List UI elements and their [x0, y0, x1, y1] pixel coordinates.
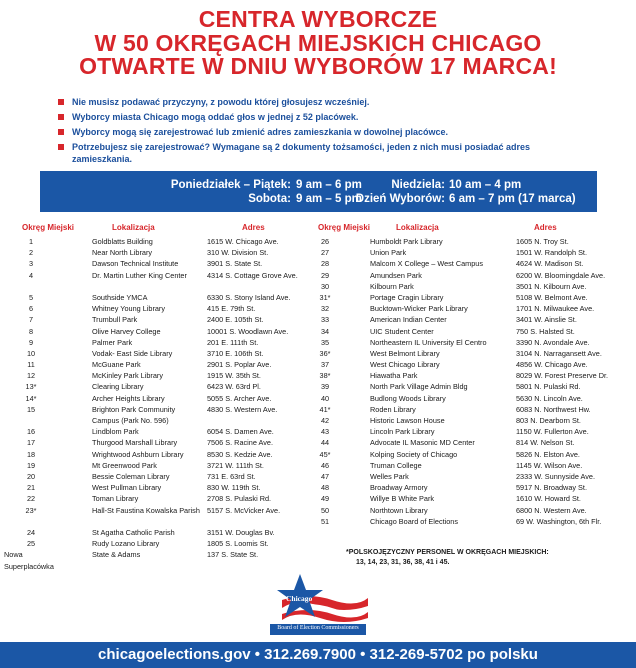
- row-address: 3401 W. Ainslie St.: [516, 315, 577, 325]
- note-line-1: *POLSKOJĘZYCZNY PERSONEL W OKRĘGACH MIEJSKICH:: [346, 549, 549, 556]
- table-row: [16, 292, 316, 303]
- row-location: Dawson Technical Institute: [92, 259, 179, 269]
- row-address: 6423 W. 63rd Pl.: [207, 382, 261, 392]
- row-location: Humboldt Park Library: [370, 237, 443, 246]
- table-row: [316, 314, 626, 325]
- row-ward: 7: [28, 315, 34, 325]
- row-address: 6200 W. Bloomingdale Ave.: [516, 270, 606, 280]
- row-address: 310 W. Division St.: [207, 248, 269, 258]
- row-location: Brighton Park Community Campus (Park No. 596): [92, 404, 176, 426]
- row-location: Malcom X College – West Campus: [370, 259, 484, 269]
- row-ward: 39: [320, 382, 330, 392]
- table-row: [316, 281, 626, 292]
- table-row: [316, 381, 626, 392]
- table-row: [316, 505, 626, 516]
- table-row: [16, 247, 316, 258]
- table-row: [316, 303, 626, 314]
- row-ward: 10: [26, 348, 36, 358]
- row-address: 6330 S. Stony Island Ave.: [207, 292, 291, 302]
- row-address: 4856 W. Chicago Ave.: [516, 360, 588, 370]
- row-location: Roden Library: [370, 404, 416, 414]
- row-location: Willye B White Park: [370, 494, 435, 504]
- saturday-label: Sobota:: [248, 193, 291, 205]
- row-address: 415 E. 79th St.: [207, 304, 256, 314]
- row-location: Near North Library: [92, 248, 153, 258]
- row-address: 1615 W. Chicago Ave.: [207, 237, 279, 246]
- table-row: [316, 258, 626, 269]
- row-address: 3901 S. State St.: [207, 259, 263, 269]
- table-row: [316, 437, 626, 448]
- table-row: [316, 449, 626, 460]
- board-of-elections-logo: [268, 572, 368, 636]
- row-location: Union Park: [370, 248, 407, 258]
- table-header: [16, 222, 316, 236]
- row-ward: 15: [26, 404, 36, 414]
- bullet-item: Potrzebujesz się zarejestrować? Wymagane są 2 dokumenty tożsamości, jeden z nich musi posiadać adres zamieszkania.: [58, 141, 578, 165]
- row-address: 6800 N. Western Ave.: [516, 505, 587, 515]
- row-ward: 9: [28, 337, 34, 347]
- row-location: Chicago Board of Elections: [370, 516, 459, 526]
- table-row: [316, 370, 626, 381]
- row-location: Hiawatha Park: [370, 371, 418, 381]
- row-ward: 16: [26, 427, 36, 437]
- row-address: 8530 S. Kedzie Ave.: [207, 449, 273, 459]
- table-row: [16, 381, 316, 392]
- row-location: McGuane Park: [92, 360, 141, 370]
- row-address: 1915 W. 35th St.: [207, 371, 261, 381]
- row-location: Toman Library: [92, 494, 139, 504]
- row-ward: 21: [26, 483, 36, 493]
- row-ward: 35: [320, 337, 330, 347]
- row-address: 1605 N. Troy St.: [516, 237, 569, 246]
- row-ward: 14*: [25, 393, 37, 403]
- row-address: 201 E. 111th St.: [207, 337, 259, 347]
- row-location: Advocate IL Masonic MD Center: [370, 438, 475, 448]
- row-address: 6083 N. Northwest Hw.: [516, 404, 591, 414]
- row-ward: 32: [320, 304, 330, 314]
- row-address: 6054 S. Damen Ave.: [207, 427, 274, 437]
- row-location: State & Adams: [92, 550, 141, 560]
- table-row: [316, 516, 626, 527]
- row-location: West Chicago Library: [370, 360, 440, 370]
- row-address: 5826 N. Elston Ave.: [516, 449, 580, 459]
- row-location: Rudy Lozano Library: [92, 539, 160, 549]
- row-address: 5801 N. Pulaski Rd.: [516, 382, 581, 392]
- table-row: [16, 426, 316, 437]
- table-row: [316, 359, 626, 370]
- election-day-hours: 6 am – 7 pm (17 marca): [449, 193, 576, 205]
- row-location: Truman College: [370, 460, 422, 470]
- row-location: North Park Village Admin Bldg: [370, 382, 468, 392]
- row-ward: Nowa Superplacówka: [4, 550, 54, 571]
- row-location: Southside YMCA: [92, 292, 148, 302]
- row-address: 830 W. 119th St.: [207, 483, 261, 493]
- logo-org: Board of Election Commissioners: [277, 625, 359, 631]
- table-row: [16, 337, 316, 348]
- row-location: Archer Heights Library: [92, 393, 165, 403]
- table-row: [316, 493, 626, 504]
- row-address: 2901 S. Poplar Ave.: [207, 360, 272, 370]
- row-ward: 12: [26, 371, 36, 381]
- hours-banner: [40, 171, 597, 212]
- row-location: Whitney Young Library: [92, 304, 166, 314]
- row-ward: 46: [320, 460, 330, 470]
- row-address: 5055 S. Archer Ave.: [207, 393, 272, 403]
- logo-city: Chicago: [286, 594, 313, 603]
- table-row: [316, 247, 626, 258]
- row-address: 3501 N. Kilbourn Ave.: [516, 281, 587, 291]
- row-address: 5157 S. McVicker Ave.: [207, 505, 281, 515]
- row-location: Northtown Library: [370, 505, 428, 515]
- table-row: [316, 270, 626, 281]
- table-header: [316, 222, 626, 236]
- row-address: 5108 W. Belmont Ave.: [516, 292, 588, 302]
- row-ward: 28: [320, 259, 330, 269]
- info-bullets: [58, 96, 578, 168]
- row-location: Amundsen Park: [370, 270, 422, 280]
- row-ward: 31*: [319, 292, 331, 302]
- table-row: [16, 393, 316, 404]
- row-address: 731 E. 63rd St.: [207, 471, 256, 481]
- row-address: 1610 W. Howard St.: [516, 494, 581, 504]
- row-address: 1501 W. Randolph St.: [516, 248, 587, 258]
- row-ward: 50: [320, 505, 330, 515]
- row-location: Welles Park: [370, 471, 409, 481]
- table-row: [316, 415, 626, 426]
- row-address: 814 W. Nelson St.: [516, 438, 575, 448]
- row-ward: 44: [320, 438, 330, 448]
- table-row: [16, 505, 316, 527]
- table-row: [16, 482, 316, 493]
- title-line-1: CENTRA WYBORCZE: [198, 6, 438, 32]
- row-location: Thurgood Marshall Library: [92, 438, 178, 448]
- row-location: Bessie Coleman Library: [92, 471, 170, 481]
- table-row: [316, 326, 626, 337]
- row-address: 3721 W. 111th St.: [207, 460, 264, 470]
- row-ward: 17: [26, 438, 36, 448]
- row-ward: 24: [26, 527, 36, 537]
- row-ward: 33: [320, 315, 330, 325]
- header-location: Lokalizacja: [396, 223, 439, 232]
- header-ward: Okręg Miejski: [22, 223, 75, 232]
- row-ward: 51: [320, 516, 330, 526]
- row-location: West Pullman Library: [92, 483, 162, 493]
- row-location: Mt Greenwood Park: [92, 460, 157, 470]
- table-row: [316, 404, 626, 415]
- sunday-hours: 10 am – 4 pm: [449, 179, 522, 191]
- locations-table-left: [4, 222, 316, 572]
- row-ward: 5: [28, 292, 34, 302]
- table-row: [316, 471, 626, 482]
- row-address: 1150 W. Fullerton Ave.: [516, 427, 589, 437]
- row-location: Vodak- East Side Library: [92, 348, 173, 358]
- row-ward: 6: [28, 304, 34, 314]
- row-location: Kolping Society of Chicago: [370, 449, 458, 459]
- row-location: Wrightwood Ashburn Library: [92, 449, 184, 459]
- table-row: [16, 449, 316, 460]
- row-location: Hall-St Faustina Kowalska Parish: [92, 505, 200, 515]
- row-ward: 23*: [25, 505, 37, 515]
- row-address: 8029 W. Forest Preserve Dr.: [516, 371, 609, 381]
- row-ward: 45*: [319, 449, 331, 459]
- header-ward: Okręg Miejski: [318, 223, 371, 232]
- table-row: [16, 303, 316, 314]
- table-row: [316, 236, 626, 247]
- row-address: 3390 N. Avondale Ave.: [516, 337, 590, 347]
- row-location: Clearing Library: [92, 382, 144, 392]
- row-address: 7506 S. Racine Ave.: [207, 438, 273, 448]
- row-address: 750 S. Halsted St.: [516, 326, 575, 336]
- table-row: [16, 370, 316, 381]
- row-location: Olive Harvey College: [92, 326, 161, 336]
- row-ward: 26: [320, 237, 330, 246]
- page-title: [0, 8, 636, 79]
- footer-contact: chicagoelections.gov • 312.269.7900 • 312-269-5702 po polsku: [0, 642, 636, 668]
- row-ward: 41*: [319, 404, 331, 414]
- row-ward: 42: [320, 416, 330, 425]
- row-ward: 36*: [319, 348, 331, 358]
- row-address: 1145 W. Wilson Ave.: [516, 460, 583, 470]
- bullet-item: Nie musisz podawać przyczyny, z powodu której głosujesz wcześniej.: [58, 96, 578, 108]
- weekday-label: Poniedziałek – Piątek:: [170, 179, 291, 191]
- row-location: Bucktown-Wicker Park Library: [370, 304, 468, 314]
- table-row: [16, 538, 316, 549]
- weekday-hours: 9 am – 6 pm: [296, 179, 362, 191]
- row-location: Dr. Martin Luther King Center: [92, 270, 187, 280]
- table-row: [316, 292, 626, 303]
- row-location: Lincoln Park Library: [370, 427, 435, 437]
- row-ward: 8: [28, 326, 34, 336]
- row-location: UIC Student Center: [370, 326, 434, 336]
- table-row: [316, 426, 626, 437]
- title-line-3: OTWARTE W DNIU WYBORÓW 17 MARCA!: [79, 53, 557, 79]
- row-address: 137 S. State St.: [207, 550, 259, 560]
- table-row: [16, 437, 316, 448]
- row-location: Portage Cragin Library: [370, 292, 444, 302]
- row-address: 803 N. Dearborn St.: [516, 416, 581, 425]
- row-address: 1805 S. Loomis St.: [207, 539, 269, 549]
- row-location: Broadway Armory: [370, 483, 428, 493]
- row-location: Budlong Woods Library: [370, 393, 446, 403]
- row-ward: 11: [27, 360, 35, 370]
- row-address: 4624 W. Madison St.: [516, 259, 584, 269]
- table-row: [16, 527, 316, 538]
- header-address: Adres: [242, 223, 265, 232]
- table-row: [16, 460, 316, 471]
- table-row: [316, 460, 626, 471]
- row-location: Goldblatts Building: [92, 237, 153, 246]
- table-row: [16, 493, 316, 504]
- row-ward: 43: [320, 427, 330, 437]
- table-row: [4, 549, 316, 571]
- table-row: [316, 337, 626, 348]
- row-location: Kilbourn Park: [370, 281, 414, 291]
- row-location: St Agatha Catholic Parish: [92, 527, 175, 537]
- saturday-hours: 9 am – 5 pm: [296, 193, 362, 205]
- table-row: [16, 404, 316, 426]
- row-ward: 1: [28, 237, 34, 246]
- row-location: Trumbull Park: [92, 315, 138, 325]
- row-ward: 22: [26, 494, 36, 504]
- table-row: [316, 393, 626, 404]
- row-location: McKinley Park Library: [92, 371, 163, 381]
- row-address: 4314 S. Cottage Grove Ave.: [207, 270, 298, 280]
- row-address: 3104 N. Narragansett Ave.: [516, 348, 602, 358]
- title-line-2: W 50 OKRĘGACH MIEJSKICH CHICAGO: [94, 29, 542, 56]
- row-ward: 18: [26, 449, 36, 459]
- table-row: [16, 471, 316, 482]
- row-ward: 13*: [25, 382, 37, 392]
- table-row: [16, 326, 316, 337]
- row-ward: 38*: [319, 371, 331, 381]
- election-day-label: Dzień Wyborów:: [355, 193, 445, 205]
- row-address: 5630 N. Lincoln Ave.: [516, 393, 583, 403]
- row-address: 2333 W. Sunnyside Ave.: [516, 471, 595, 481]
- row-location: Palmer Park: [92, 337, 133, 347]
- table-row: [316, 482, 626, 493]
- row-address: 10001 S. Woodlawn Ave.: [207, 326, 289, 336]
- row-address: 3710 E. 106th St.: [207, 348, 264, 358]
- row-ward: 3: [28, 259, 34, 269]
- row-ward: 27: [320, 248, 330, 258]
- row-address: 2400 E. 105th St.: [207, 315, 264, 325]
- row-ward: 30: [320, 281, 330, 291]
- sunday-label: Niedziela:: [391, 179, 445, 191]
- table-row: [16, 314, 316, 325]
- note-line-2: 13, 14, 23, 31, 36, 38, 41 i 45.: [356, 558, 450, 566]
- header-address: Adres: [534, 223, 557, 232]
- table-row: [316, 348, 626, 359]
- table-row: [16, 348, 316, 359]
- row-location: American Indian Center: [370, 315, 447, 325]
- row-ward: 49: [320, 494, 330, 504]
- header-location: Lokalizacja: [112, 223, 155, 232]
- row-ward: 37: [320, 360, 330, 370]
- row-ward: 4: [28, 270, 34, 280]
- row-address: 5917 N. Broadway St.: [516, 483, 587, 493]
- polish-staff-note: [346, 548, 549, 567]
- row-location: Historic Lawson House: [370, 416, 445, 425]
- row-ward: 34: [320, 326, 330, 336]
- row-ward: 47: [320, 471, 330, 481]
- row-ward: 2: [28, 248, 34, 258]
- locations-table-right: [316, 222, 626, 527]
- row-ward: 19: [26, 460, 36, 470]
- row-address: 2708 S. Pulaski Rd.: [207, 494, 272, 504]
- table-row: [16, 258, 316, 269]
- row-location: Northeastern IL University El Centro: [370, 337, 487, 347]
- table-row: [16, 236, 316, 247]
- row-address: 1701 N. Milwaukee Ave.: [516, 304, 595, 314]
- table-row: [16, 270, 316, 292]
- row-ward: 25: [26, 539, 36, 549]
- row-location: West Belmont Library: [370, 348, 440, 358]
- row-ward: 29: [320, 270, 330, 280]
- row-ward: 20: [26, 471, 36, 481]
- row-ward: 48: [320, 483, 330, 493]
- bullet-item: Wyborcy miasta Chicago mogą oddać głos w jednej z 52 placówek.: [58, 111, 578, 123]
- table-row: [16, 359, 316, 370]
- row-address: 4830 S. Western Ave.: [207, 404, 278, 414]
- row-address: 3151 W. Douglas Bv.: [207, 527, 275, 537]
- row-address: 69 W. Washington, 6th Flr.: [516, 516, 602, 526]
- row-location: Lindblom Park: [92, 427, 139, 437]
- bullet-item: Wyborcy mogą się zarejestrować lub zmienić adres zamieszkania w dowolnej placówce.: [58, 126, 578, 138]
- row-ward: 40: [320, 393, 330, 403]
